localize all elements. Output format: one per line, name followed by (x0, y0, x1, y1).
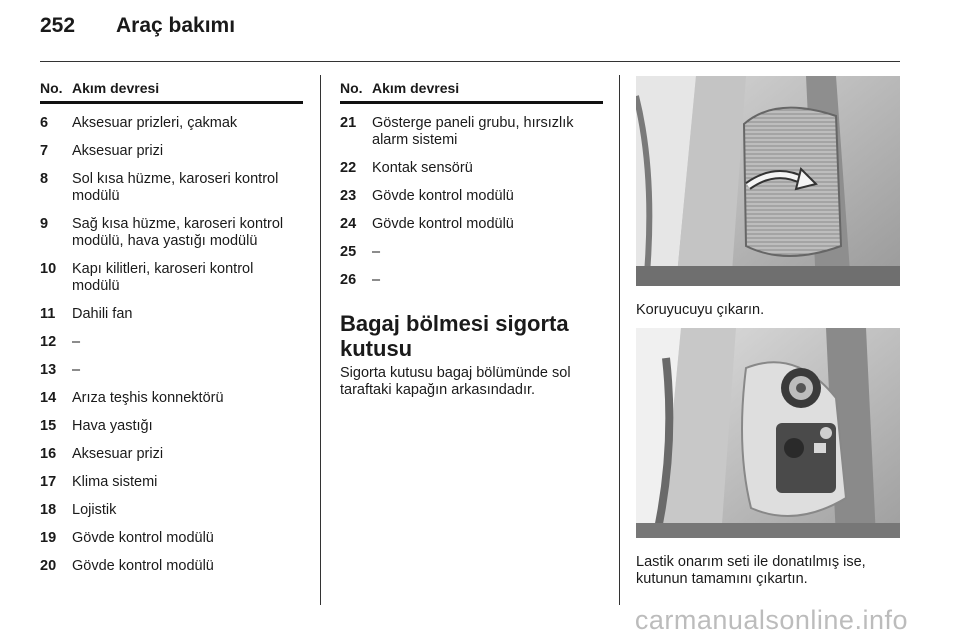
table-row (40, 558, 303, 575)
fuse-circuit: Klima sistemi (72, 474, 158, 490)
photo-caption-2: Lastik onarım seti ile donatılmış ise, kutunun tamamını çıkartın. (636, 554, 866, 587)
table-row (340, 160, 603, 177)
table-row (40, 334, 303, 351)
table-row (40, 362, 303, 379)
table-row (40, 143, 303, 160)
page-title: Araç bakımı (116, 14, 236, 37)
table-row (40, 390, 303, 407)
fuse-number: 8 (40, 171, 49, 187)
table-row (40, 502, 303, 519)
table-row (40, 115, 303, 132)
table-body (340, 115, 603, 289)
fuse-circuit: Gövde kontrol modülü (72, 558, 214, 574)
header-circuit: Akım devresi (72, 80, 160, 96)
header-divider (40, 61, 900, 62)
column-divider-2 (619, 75, 620, 605)
table-row (340, 272, 603, 289)
table-row (40, 261, 303, 295)
fuse-circuit: Dahili fan (72, 306, 133, 322)
fuse-number: 14 (40, 390, 57, 406)
column-divider-1 (320, 75, 321, 605)
header-no: No. (340, 80, 363, 96)
fuse-number: 18 (40, 502, 57, 518)
fuse-number: 22 (340, 160, 357, 176)
fuse-number: 26 (340, 272, 357, 288)
photo-repair-kit (636, 328, 900, 538)
table-row (340, 115, 603, 149)
fuse-circuit: Arıza teşhis konnektörü (72, 390, 224, 406)
fuse-circuit: Gövde kontrol modülü (372, 216, 514, 232)
fuse-circuit: – (372, 244, 381, 260)
fuse-number: 6 (40, 115, 49, 131)
table-row (340, 188, 603, 205)
table-row (340, 216, 603, 233)
fuse-number: 9 (40, 216, 49, 232)
table-row (40, 216, 303, 250)
fuse-circuit: – (372, 272, 381, 288)
fuse-circuit: – (72, 362, 81, 378)
table-row (40, 474, 303, 491)
fuse-circuit: Hava yastığı (72, 418, 153, 434)
fuse-number: 17 (40, 474, 57, 490)
fuse-number: 7 (40, 143, 49, 159)
illustrations (636, 76, 900, 588)
fuse-circuit: Aksesuar prizi (72, 446, 164, 462)
fuse-number: 25 (340, 244, 357, 260)
fuse-circuit: – (72, 334, 81, 350)
fuse-number: 20 (40, 558, 57, 574)
table-row (40, 306, 303, 323)
fuse-circuit: Gösterge paneli grubu, hırsızlık alarm sistemi (372, 115, 574, 148)
watermark: carmanualsonline.info (634, 605, 908, 635)
fuse-number: 13 (40, 362, 57, 378)
fuse-circuit: Lojistik (72, 502, 117, 518)
fuse-circuit: Aksesuar prizi (72, 143, 164, 159)
fuse-number: 23 (340, 188, 357, 204)
fuse-number: 11 (40, 306, 56, 322)
table-row (40, 446, 303, 463)
table-header (340, 80, 603, 104)
fuse-circuit: Sol kısa hüzme, karoseri kontrol modülü (72, 171, 279, 204)
header-no: No. (40, 80, 63, 96)
fuse-number: 12 (40, 334, 57, 350)
fuse-table-2 (340, 80, 603, 399)
page-number: 252 (40, 14, 76, 37)
fuse-circuit: Kontak sensörü (372, 160, 473, 176)
header-circuit: Akım devresi (372, 80, 460, 96)
fuse-circuit: Sağ kısa hüzme, karoseri kontrol modülü, hava yastığı modülü (72, 216, 284, 249)
table-row (340, 244, 603, 261)
fuse-number: 10 (40, 261, 57, 277)
fuse-table-1 (40, 80, 303, 575)
fuse-circuit: Kapı kilitleri, karoseri kontrol modülü (72, 261, 254, 294)
section-title: Bagaj bölmesi sigorta kutusu (340, 311, 569, 361)
fuse-number: 24 (340, 216, 357, 232)
table-row (40, 418, 303, 435)
table-row (40, 530, 303, 547)
fuse-number: 15 (40, 418, 57, 434)
table-header (40, 80, 303, 104)
page-header (40, 14, 235, 38)
section-paragraph: Sigorta kutusu bagaj bölümünde sol taraftaki kapağın arkasındadır. (340, 365, 571, 398)
fuse-number: 16 (40, 446, 57, 462)
table-row (40, 171, 303, 205)
photo-caption-1: Koruyucuyu çıkarın. (636, 302, 765, 318)
photo-cover-removal (636, 76, 900, 286)
fuse-number: 21 (340, 115, 357, 131)
fuse-circuit: Gövde kontrol modülü (72, 530, 214, 546)
table-body (40, 115, 303, 575)
fuse-circuit: Aksesuar prizleri, çakmak (72, 115, 238, 131)
fuse-number: 19 (40, 530, 57, 546)
fuse-circuit: Gövde kontrol modülü (372, 188, 514, 204)
